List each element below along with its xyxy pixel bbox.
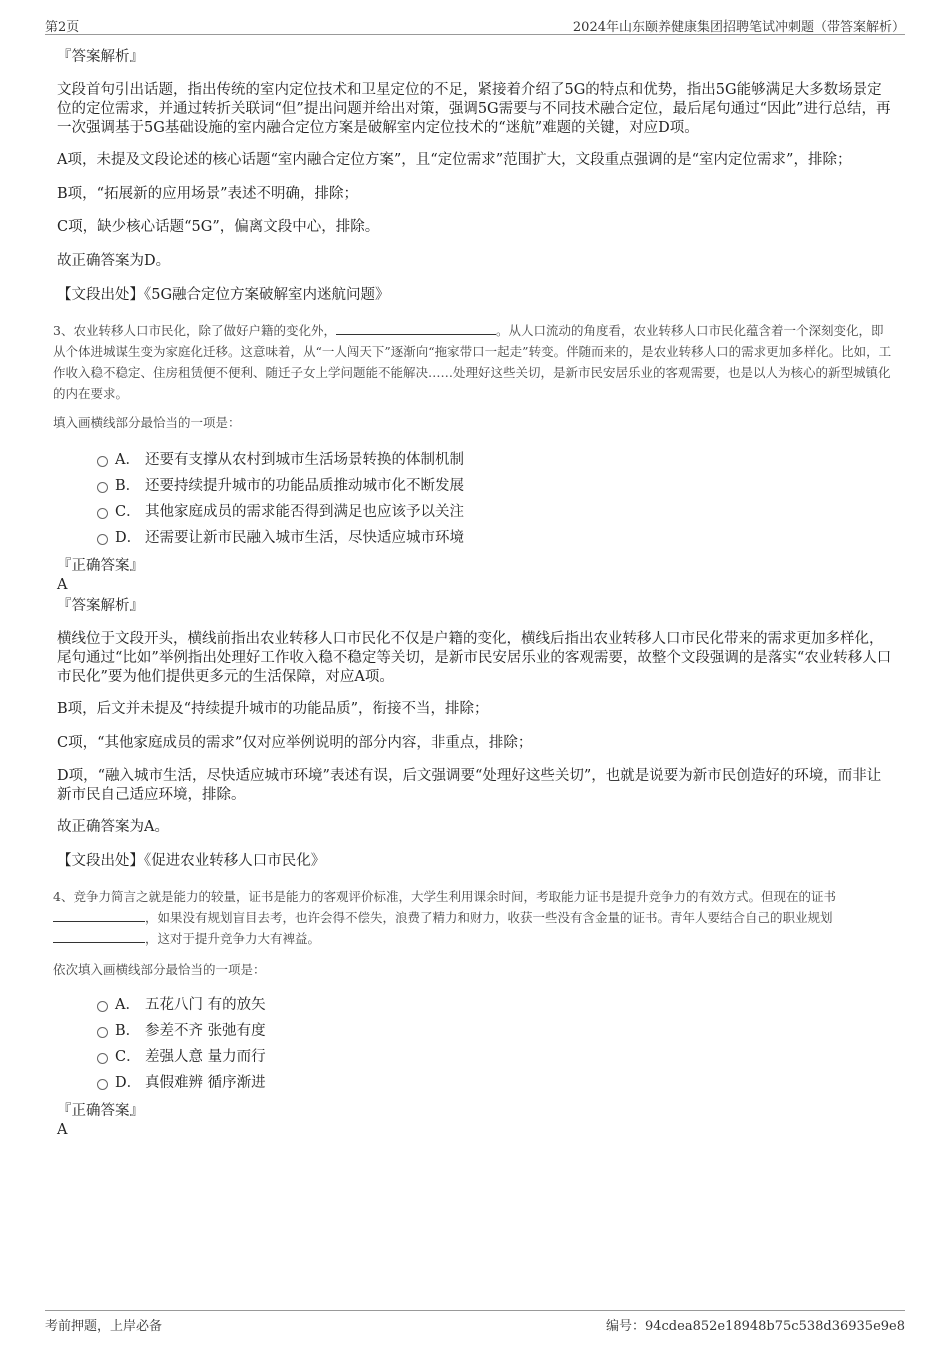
q3-prompt: 填入画横线部分最恰当的一项是： [53,415,241,430]
q4-stem-mid: ，如果没有规划盲目去考，也许会得不偿失，浪费了精力和财力，收获一些没有含金量的证书。青年人要结合自己的职业规划 [145,910,833,925]
q3-answer-label: 『正确答案』 [57,558,144,574]
q3-option-c-note: C项，“其他家庭成员的需求”仅对应举例说明的部分内容，非重点，排除； [57,735,533,751]
q4-option-d[interactable]: D． 真假难辨 循序渐进 [57,1070,657,1096]
q3-blank [336,322,496,335]
page-footer [45,1310,905,1333]
q4-stem-start: 4、竞争力简言之就是能力的较量，证书是能力的客观评价标准，大学生利用课余时间，考取能力证书是提升竞争力的有效方式。但现在的证书 [53,889,836,904]
q2-option-b-note: B项，“拓展新的应用场景”表述不明确，排除； [57,186,358,202]
radio-icon[interactable] [97,1079,108,1090]
q3-analysis-label: 『答案解析』 [57,598,144,614]
q3-option-a[interactable]: A． 还要有支撑从农村到城市生活场景转换的体制机制 [57,447,657,473]
q2-analysis: 文段首句引出话题，指出传统的室内定位技术和卫星定位的不足，紧接着介绍了5G的特点和优势，指出5G能够满足大多数场景定位的定位需求，并通过转折关联词“但”提出问题并给出对策，强调5G需要与不同技术融合定位，最后尾句通过“因此”进行总结，再一次强调基于5G基础设施的室内融合定位方案是破解室内定位技术的“迷航”难题的关键，对应D项。 [57,82,891,136]
q3-stem-start: 3、农业转移人口市民化，除了做好户籍的变化外， [53,323,336,338]
q3-analysis: 横线位于文段开头，横线前指出农业转移人口市民化不仅是户籍的变化，横线后指出农业转移人口市民化带来的需求更加多样化，尾句通过“比如”举例指出处理好工作收入稳不稳定等关切，是新市民安居乐业的客观需要，故整个文段强调的是落实“农业转移人口市民化”要为他们提供更多元的生活保障，对应A项。 [57,631,892,685]
q4-option-a[interactable]: A． 五花八门 有的放矢 [57,992,657,1018]
radio-icon[interactable] [97,456,108,467]
q3-option-b-note: B项，后文并未提及“持续提升城市的功能品质”，衔接不当，排除； [57,701,489,717]
q3-conclusion: 故正确答案为A。 [57,819,169,835]
radio-icon[interactable] [97,534,108,545]
q2-analysis-label: 『答案解析』 [57,49,144,65]
q2-option-a-note: A项，未提及文段论述的核心话题“室内融合定位方案”，且“定位需求”范围扩大，文段重点强调的是“室内定位需求”，排除； [57,152,852,168]
q4-answer-label: 『正确答案』 [57,1103,144,1119]
page-number: 第2页 [45,20,80,35]
q4-option-c[interactable]: C． 差强人意 量力而行 [57,1044,657,1070]
q3-options [57,447,657,551]
footer-slogan: 考前押题，上岸必备 [45,1319,163,1334]
q2-option-c-note: C项，缺少核心话题“5G”，偏离文段中心，排除。 [57,219,380,235]
q2-conclusion: 故正确答案为D。 [57,253,171,269]
q4-option-b[interactable]: B． 参差不齐 张弛有度 [57,1018,657,1044]
q4-options [57,992,657,1096]
q3-option-b[interactable]: B． 还要持续提升城市的功能品质推动城市化不断发展 [57,473,657,499]
q3-option-d[interactable]: D． 还需要让新市民融入城市生活，尽快适应城市环境 [57,525,657,551]
q3-answer: A [57,577,68,593]
q3-stem [53,320,895,404]
q4-blank-1 [53,909,145,922]
q3-option-d-note: D项，“融入城市生活，尽快适应城市环境”表述有误，后文强调要“处理好这些关切”，也就是说要为新市民创造好的环境，而非让新市民自己适应环境，排除。 [57,768,882,803]
q4-prompt: 依次填入画横线部分最恰当的一项是： [53,962,266,977]
q4-answer: A [57,1122,68,1138]
radio-icon[interactable] [97,482,108,493]
q4-blank-2 [53,930,145,943]
q4-stem-end: ，这对于提升竞争力大有裨益。 [145,931,321,946]
q4-stem [53,886,895,949]
q3-stem-rest: 。从人口流动的角度看，农业转移人口市民化蕴含着一个深刻变化，即从个体进城谋生变为家庭化迁移。这意味着，从“一人闯天下”逐渐向“拖家带口一起走”转变。伴随而来的，是农业转移人口的需求更加多样化。比如，工作收入稳不稳定、住房租赁便不便利、随迁子女上学问题能不能解决……处理好这些关切，是新市民安居乐业的客观需要，也是以人为核心的新型城镇化的内在要求。 [53,323,892,401]
q2-source: 【文段出处】《5G融合定位方案破解室内迷航问题》 [57,287,390,303]
footer-serial: 编号：94cdea852e18948b75c538d36935e9e8 [605,1319,905,1334]
radio-icon[interactable] [97,1001,108,1012]
radio-icon[interactable] [97,508,108,519]
q3-option-c[interactable]: C． 其他家庭成员的需求能否得到满足也应该予以关注 [57,499,657,525]
document-title: 2024年山东颐养健康集团招聘笔试冲刺题（带答案解析） [572,20,905,35]
radio-icon[interactable] [97,1027,108,1038]
q3-source: 【文段出处】《促进农业转移人口市民化》 [57,853,326,869]
radio-icon[interactable] [97,1053,108,1064]
page-header [45,14,905,35]
